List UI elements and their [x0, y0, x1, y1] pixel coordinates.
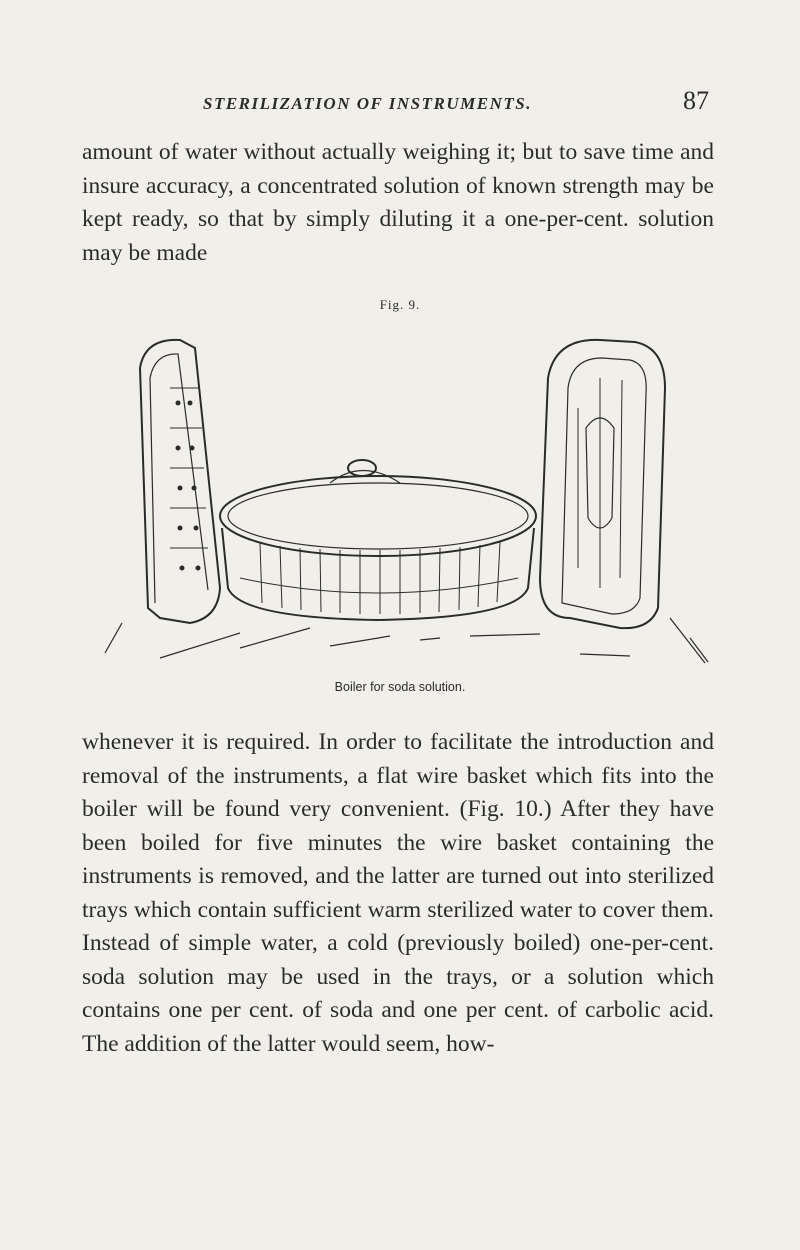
body-paragraph-2: whenever it is required. In order to facilitate the introduction and removal of the instruments, a flat wire basket which fits into the boiler will be found very convenient. (Fig. 10.) After they have been boiled for five minutes the wire basket containing the instruments is removed, and the latter are turned out into sterilized trays which contain sufficient warm sterilized water to cover them. Instead of simple water, a cold (previously boiled) one-per-cent. soda solution may be used in the trays, or a solution which contains one per cent. of soda and one per cent. of carbolic acid. The addition of the latter would seem, how-	[82, 729, 714, 1057]
page-number: 87	[683, 86, 709, 115]
body-paragraph-1: amount of water without actually weighing it; but to save time and insure accuracy, a concentrated solution of known strength may be kept ready, so that by simply diluting it a one-per-cent. solution may be made	[82, 139, 714, 266]
running-title: STERILIZATION OF INSTRUMENTS.	[203, 94, 532, 113]
running-header	[0, 82, 800, 122]
boiler-illustration	[100, 318, 720, 680]
boiler-engraving	[100, 318, 720, 680]
figure-label: Fig. 9.	[379, 297, 421, 312]
figure-caption: Boiler for soda solution.	[334, 680, 466, 694]
